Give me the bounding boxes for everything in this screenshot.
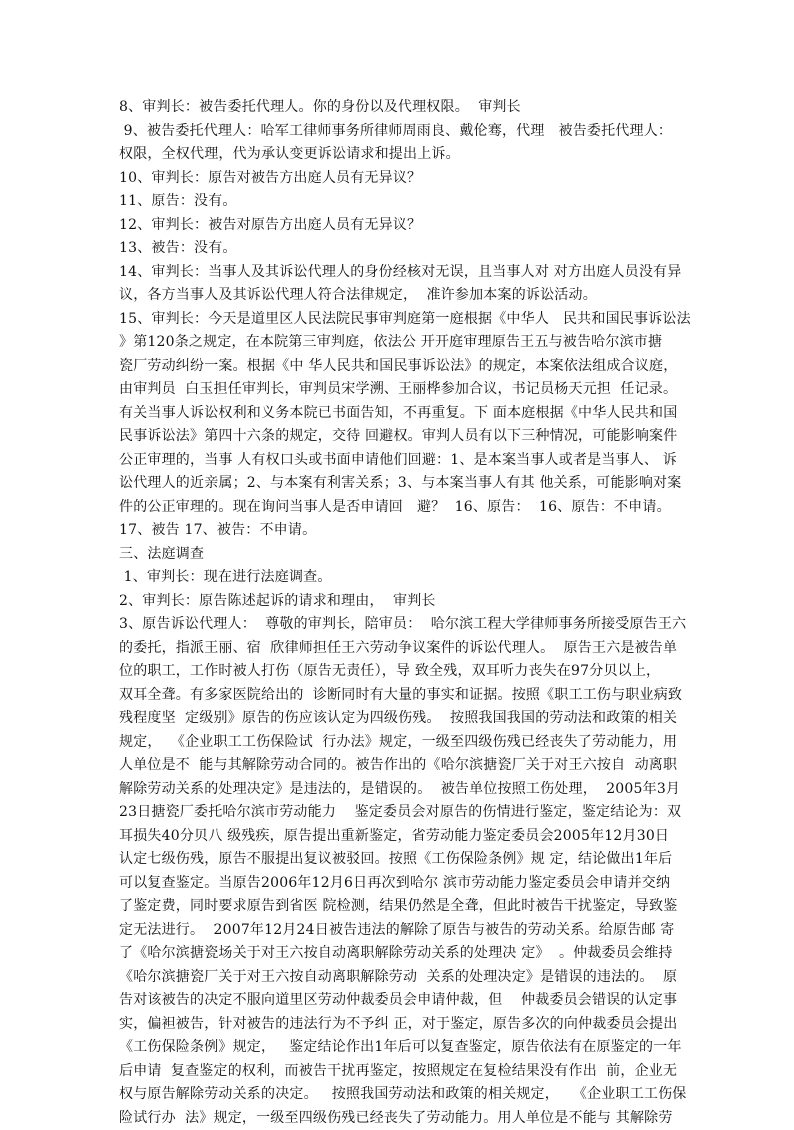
text-line: 3、原告诉讼代理人： 尊敬的审判长，陪审员： 哈尔滨工程大学律师事务所接受原告王六: [119, 613, 679, 637]
text-line: 9、被告委托代理人：哈军工律师事务所律师周雨良、戴伦骞，代理 被告委托代理人：: [119, 120, 679, 144]
text-line: 规定， 《企业职工工伤保险试 行办法》规定，一级至四级伤残已经丧失了劳动能力，用: [119, 731, 679, 755]
text-line: 1、审判长：现在进行法庭调查。: [119, 566, 679, 590]
text-line: 10、审判长：原告对被告方出庭人员有无异议？: [119, 167, 679, 191]
text-line: 》第120条之规定，在本院第三审判庭，依法公 开开庭审理原告王五与被告哈尔滨市搪: [119, 331, 679, 355]
text-line: 15、审判长：今天是道里区人民法院民事审判庭第一庭根据《中华人 民共和国民事诉讼法: [119, 308, 679, 332]
text-line: 《哈尔滨搪瓷厂关于对王六按自动离职解除劳动 关系的处理决定》是错误的违法的。 原: [119, 966, 679, 990]
text-line: 人单位是不 能与其解除劳动合同的。被告作出的《哈尔滨搪瓷厂关于对王六按自 动离职: [119, 754, 679, 778]
text-line: 23日搪瓷厂委托哈尔滨市劳动能力 鉴定委员会对原告的伤情进行鉴定，鉴定结论为：双: [119, 801, 679, 825]
text-line: 可以复查鉴定。当原告2006年12月6日再次到哈尔 滨市劳动能力鉴定委员会申请并交纳: [119, 872, 679, 896]
text-line: 解除劳动关系的处理决定》是违法的，是错误的。 被告单位按照工伤处理， 2005年3月: [119, 778, 679, 802]
text-line: 14、审判长：当事人及其诉讼代理人的身份经核对无误，且当事人对 对方出庭人员没有异: [119, 261, 679, 285]
text-line: 瓷厂劳动纠纷一案。根据《中 华人民共和国民事诉讼法》的规定，本案依法组成合议庭，: [119, 355, 679, 379]
text-line: 权限，全权代理，代为承认变更诉讼请求和提出上诉。: [119, 143, 679, 167]
text-line: 11、原告：没有。: [119, 190, 679, 214]
text-line: 有关当事人诉讼权利和义务本院已书面告知，不再重复。下 面本庭根据《中华人民共和国: [119, 402, 679, 426]
text-line: 险试行办 法》规定，一级至四级伤残已经丧失了劳动能力。用人单位是不能与 其解除劳: [119, 1107, 679, 1130]
text-line: 双耳全聋。有多家医院给出的 诊断同时有大量的事实和证据。按照《职工工伤与职业病致: [119, 684, 679, 708]
text-line: 位的职工，工作时被人打伤（原告无责任），导 致全残，双耳听力丧失在97分贝以上，: [119, 660, 679, 684]
text-line: 了《哈尔滨搪瓷场关于对王六按自动离职解除劳动关系的处理决 定》 。仲裁委员会维持: [119, 942, 679, 966]
text-line: 告对该被告的决定不服向道里区劳动仲裁委员会申请仲裁，但 仲裁委员会错误的认定事: [119, 989, 679, 1013]
text-line: 8、审判长：被告委托代理人。你的身份以及代理权限。 审判长: [119, 96, 679, 120]
document-body: [119, 96, 679, 1130]
text-line: 的委托，指派王丽、宿 欣律师担任王六劳动争议案件的诉讼代理人。 原告王六是被告单: [119, 637, 679, 661]
text-line: 议，各方当事人及其诉讼代理人符合法律规定， 准许参加本案的诉讼活动。: [119, 284, 679, 308]
text-line: 残程度坚 定级别》原告的伤应该认定为四级伤残。 按照我国我国的劳动法和政策的相关: [119, 707, 679, 731]
text-line: 实，偏袒被告，针对被告的违法行为不予纠 正，对于鉴定，原告多次的向仲裁委员会提出: [119, 1013, 679, 1037]
text-line: 件的公正审理的。现在询问当事人是否申请回 避？ 16、原告： 16、原告：不申请。: [119, 496, 679, 520]
text-line: 三、法庭调查: [119, 543, 679, 567]
text-line: 定无法进行。 2007年12月24日被告违法的解除了原告与被告的劳动关系。给原告邮 寄: [119, 919, 679, 943]
text-line: 认定七级伤残，原告不服提出复议被驳回。按照《工伤保险条例》规 定，结论做出1年后: [119, 848, 679, 872]
text-line: 耳损失40分贝八 级残疾，原告提出重新鉴定，省劳动能力鉴定委员会2005年12月30日: [119, 825, 679, 849]
text-line: 17、被告 17、被告：不申请。: [119, 519, 679, 543]
text-line: 讼代理人的近亲属；2、与本案有利害关系；3、与本案当事人有其 他关系，可能影响对案: [119, 472, 679, 496]
text-line: 由审判员 白玉担任审判长，审判员宋学溯、王丽桦参加合议，书记员杨天元担 任记录。: [119, 378, 679, 402]
text-line: 13、被告：没有。: [119, 237, 679, 261]
text-line: 了鉴定费，同时要求原告到省医 院检测，结果仍然是全聋，但此时被告干扰鉴定，导致鉴: [119, 895, 679, 919]
text-line: 《工伤保险条例》规定， 鉴定结论作出1年后可以复查鉴定，原告依法有在原鉴定的一年: [119, 1036, 679, 1060]
text-line: 公正审理的，当事 人有权口头或书面申请他们回避：1、是本案当事人或者是当事人、 诉: [119, 449, 679, 473]
text-line: 权与原告解除劳动关系的决定。 按照我国劳动法和政策的相关规定， 《企业职工工伤保: [119, 1083, 679, 1107]
text-line: 2、审判长：原告陈述起诉的请求和理由， 审判长: [119, 590, 679, 614]
text-line: 民事诉讼法》第四十六条的规定，交待 回避权。审判人员有以下三种情况，可能影响案件: [119, 425, 679, 449]
text-line: 后申请 复查鉴定的权利，而被告干扰再鉴定，按照规定在复检结果没有作出 前，企业无: [119, 1060, 679, 1084]
text-line: 12、审判长：被告对原告方出庭人员有无异议？: [119, 214, 679, 238]
